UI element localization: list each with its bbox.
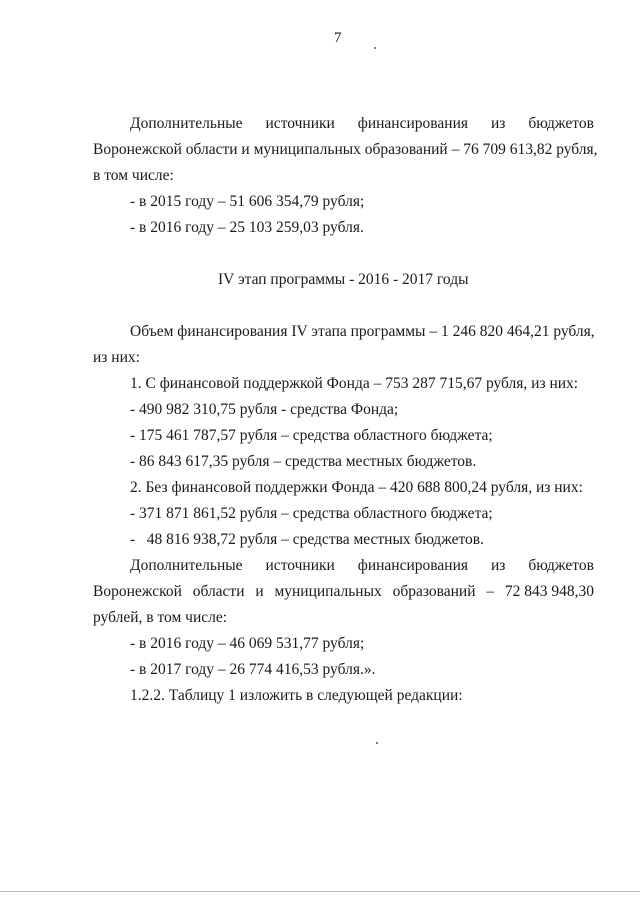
block3-row2 <box>93 582 594 602</box>
block2-sub1-item1: - 490 982 310,75 рубля - средства Фонда; <box>130 401 399 418</box>
block3-final: 1.2.2. Таблицу 1 изложить в следующей редакции: <box>130 687 463 704</box>
word: источники <box>265 115 335 132</box>
block1-row1 <box>130 114 594 134</box>
word: Дополнительные <box>130 557 243 574</box>
word: муниципальных <box>274 583 382 600</box>
word: из <box>490 557 506 574</box>
block2-row1: Объем финансирования IV этапа программы – 1 246 820 464,21 рубля, <box>130 323 595 340</box>
word: бюджетов <box>528 115 594 132</box>
block3-item1: - в 2016 году – 46 069 531,77 рубля; <box>130 635 365 652</box>
word: 72 843 948,30 <box>504 583 594 600</box>
block2-sub2-title: 2. Без финансовой поддержки Фонда – 420 688 800,24 рубля, из них: <box>130 479 583 496</box>
block2-sub1-title: 1. С финансовой поддержкой Фонда – 753 287 715,67 рубля, из них: <box>130 375 579 392</box>
word: бюджетов <box>528 557 594 574</box>
scan-speck <box>374 47 376 49</box>
block1-item2: - в 2016 году – 25 103 259,03 рубля. <box>130 219 364 236</box>
scan-edge-line <box>0 891 640 892</box>
scan-speck <box>376 742 378 744</box>
word: Воронежской <box>93 583 182 600</box>
word: источники <box>265 557 335 574</box>
word: Дополнительные <box>130 115 243 132</box>
word: образований <box>392 583 476 600</box>
block2-sub2-item1: - 371 871 861,52 рубля – средства областного бюджета; <box>130 505 493 522</box>
block3-item2: - в 2017 году – 26 774 416,53 рубля.». <box>130 661 376 678</box>
block1-row2: Воронежской области и муниципальных образований – 76 709 613,82 рубля, <box>93 141 598 158</box>
word: финансирования <box>357 115 468 132</box>
block3-row3: рублей, в том числе: <box>93 609 228 626</box>
block2-sub1-item3: - 86 843 617,35 рубля – средства местных бюджетов. <box>130 453 477 470</box>
word: – <box>486 583 495 600</box>
page-number: 7 <box>334 30 342 46</box>
block3-row1 <box>130 556 594 576</box>
word: финансирования <box>357 557 468 574</box>
word: области <box>192 583 245 600</box>
block2-sub1-item2: - 175 461 787,57 рубля – средства областного бюджета; <box>130 427 493 444</box>
block2-row2: из них: <box>93 349 140 366</box>
stage-heading: IV этап программы - 2016 - 2017 годы <box>218 271 469 288</box>
word: из <box>490 115 506 132</box>
word: и <box>255 583 264 600</box>
block1-item1: - в 2015 году – 51 606 354,79 рубля; <box>130 193 365 210</box>
block2-sub2-item2: - 48 816 938,72 рубля – средства местных бюджетов. <box>130 531 484 548</box>
block1-row3: в том числе: <box>93 167 174 184</box>
